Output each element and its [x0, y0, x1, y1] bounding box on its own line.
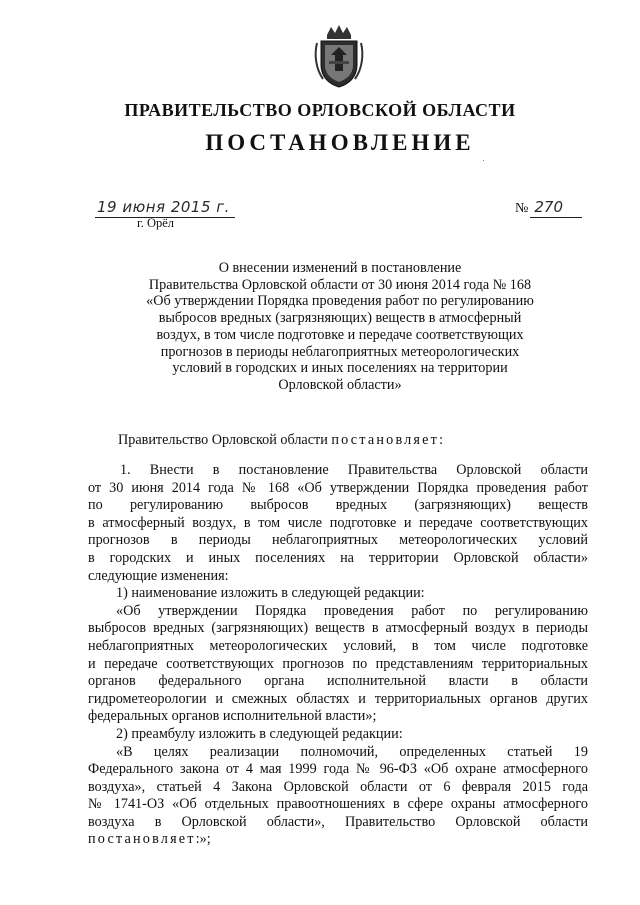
body-line: 2) преамбулу изложить в следующей редакции:	[116, 725, 403, 742]
body-line: гидрометеорологии и смежных областях и территориальных органов других	[88, 690, 588, 707]
subject-line: условий в городских и иных поселениях на территории	[172, 360, 508, 377]
document-number	[515, 198, 595, 218]
handwritten-date: 19 июня 2015 г.	[97, 198, 230, 216]
body-line: от 30 июня 2014 года № 168 «Об утверждении Порядка проведения работ	[88, 479, 588, 496]
preamble	[118, 432, 443, 449]
body-line: неблагоприятных метеорологических условий, в том числе подготовке	[88, 637, 588, 654]
number-sign: №	[515, 201, 529, 216]
document-body	[88, 462, 588, 849]
body-line: по регулированию выбросов вредных (загрязняющих) веществ	[88, 497, 588, 514]
preamble-lead: Правительство Орловской области	[118, 432, 328, 448]
body-line: органов федерального органа исполнительной власти в области	[88, 673, 588, 690]
body-last-line	[88, 831, 588, 849]
government-title: ПРАВИТЕЛЬСТВО ОРЛОВСКОЙ ОБЛАСТИ	[124, 100, 516, 120]
body-line: выбросов вредных (загрязняющих) веществ в атмосферный воздух в периоды	[88, 620, 588, 637]
preamble-verb: постановляет	[331, 432, 440, 448]
subject-line: выбросов вредных (загрязняющих) веществ в атмосферный	[158, 310, 522, 327]
coat-of-arms-emblem	[313, 21, 365, 89]
body-line: следующие изменения:	[88, 567, 229, 584]
body-line: и передаче соответствующих прогнозов по представлениям территориальных	[88, 655, 588, 672]
subject-line: О внесении изменений в постановление	[218, 260, 462, 276]
body-line: прогнозов в периоды неблагоприятных метеорологических условий	[88, 532, 588, 549]
subject-line: воздух, в том числе подготовке и передаче соответствующих	[156, 326, 524, 343]
subject-line: прогнозов в периоды неблагоприятных метеорологических	[160, 343, 520, 360]
body-line: воздуха», статьей 4 Закона Орловской области от 6 февраля 2015 года	[88, 778, 588, 795]
resolves-verb: постановляет	[88, 831, 196, 848]
city-label: г. Орёл	[137, 216, 175, 230]
body-line: Федерального закона от 4 мая 1999 года № 96-ФЗ «Об охране атмосферного	[88, 761, 588, 778]
body-line: воздуха в Орловской области», Правительство Орловской области	[88, 813, 588, 830]
subject-line: Орловской области»	[278, 376, 402, 393]
body-line: № 1741-ОЗ «Об отдельных правоотношениях в сфере охраны атмосферного	[88, 796, 588, 813]
date-field	[95, 198, 235, 218]
body-line: «Об утверждении Порядка проведения работ по регулированию	[116, 602, 588, 619]
number-field	[530, 198, 582, 218]
subject-line: Правительства Орловской области от 30 июня 2014 года № 168	[148, 276, 532, 293]
subject-line: «Об утверждении Порядка проведения работ по регулированию	[146, 293, 534, 310]
scan-speck	[483, 160, 484, 161]
body-line: в атмосферный воздух, в том числе подготовке и передаче соответствующих	[88, 514, 588, 531]
body-line: «В целях реализации полномочий, определенных статьей 19	[116, 743, 588, 760]
body-line: в городских и иных поселениях на территории Орловской области»	[88, 549, 588, 566]
body-line: 1. Внести в постановление Правительства Орловской области	[120, 462, 588, 478]
body-line: федеральных органов исполнительной власти»;	[88, 708, 377, 725]
handwritten-number: 270	[534, 198, 563, 216]
document-type: ПОСТАНОВЛЕНИЕ	[205, 130, 475, 155]
body-line: 1) наименование изложить в следующей редакции:	[116, 585, 425, 602]
document-subject	[110, 260, 570, 394]
resolves-tail: :»;	[195, 831, 211, 848]
preamble-colon: :	[439, 432, 444, 448]
